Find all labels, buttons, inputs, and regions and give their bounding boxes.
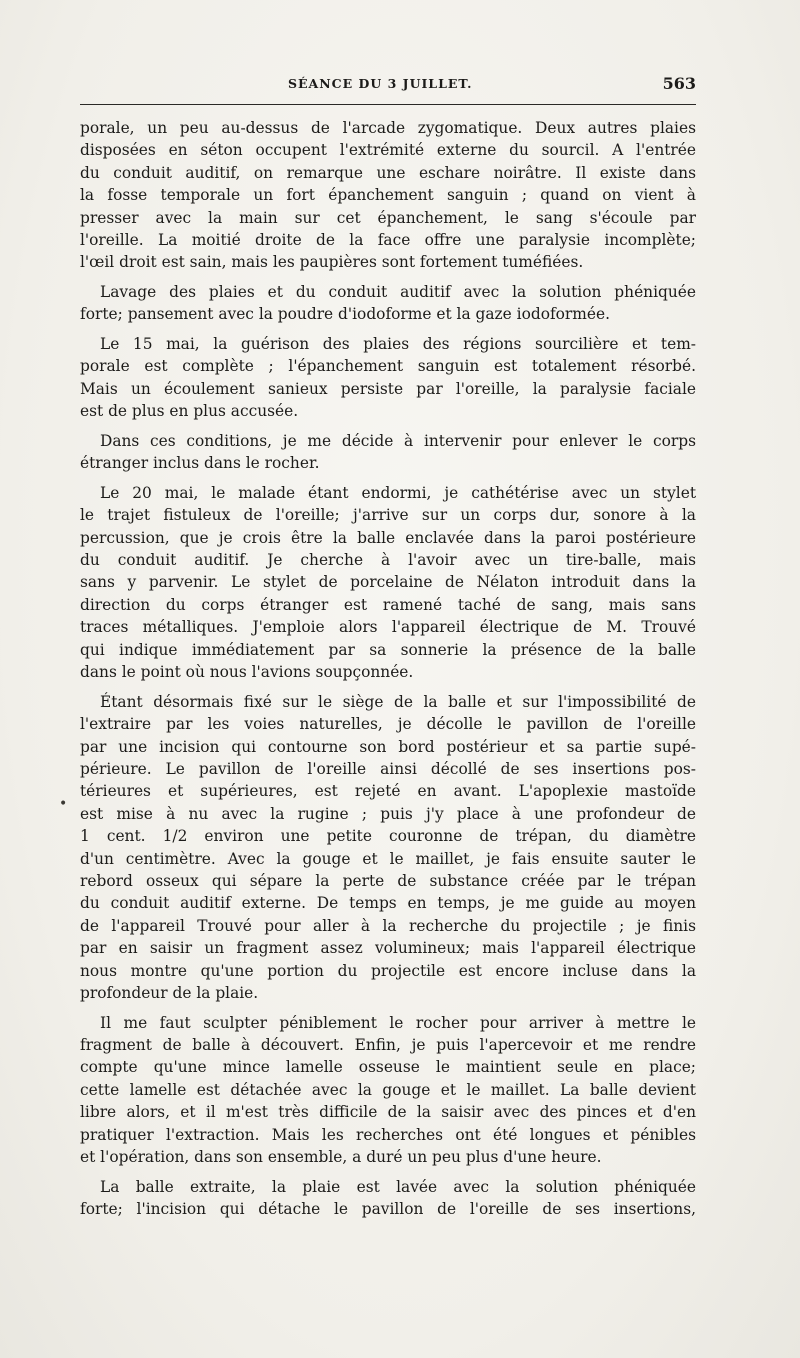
running-title: SÉANCE DU 3 JUILLET. [288, 76, 473, 91]
text-line: le trajet fistuleux de l'oreille; j'arrive sur un corps dur, sonore à la [80, 506, 696, 525]
paragraph-6 [80, 691, 696, 1005]
text-line: Étant désormais fixé sur le siège de la balle et sur l'impossibilité de [100, 692, 696, 711]
text-line: Le 20 mai, le malade étant endormi, je cathétérise avec un stylet [100, 483, 696, 502]
text-line: traces métalliques. J'emploie alors l'appareil électrique de M. Trouvé [80, 618, 696, 637]
paragraph-7 [80, 1012, 696, 1169]
text-line: compte qu'une mince lamelle osseuse le maintient seule en place; [80, 1058, 696, 1077]
text-line: 1 cent. 1/2 environ une petite couronne de trépan, du diamètre [80, 827, 696, 846]
text-line: La balle extraite, la plaie est lavée avec la solution phéniquée [100, 1177, 696, 1196]
text-line: percussion, que je crois être la balle enclavée dans la paroi postérieure [80, 528, 696, 547]
text-line: presser avec la main sur cet épanchement, le sang s'écoule par [80, 208, 696, 227]
text-line: sans y parvenir. Le stylet de porcelaine de Nélaton introduit dans la [80, 573, 696, 592]
text-line: est de plus en plus accusée. [80, 402, 299, 421]
text-line: nous montre qu'une portion du projectile est encore incluse dans la [80, 961, 696, 980]
text-line: périeure. Le pavillon de l'oreille ainsi décollé de ses insertions pos- [80, 759, 696, 778]
paragraph-2 [80, 281, 696, 326]
text-line: Mais un écoulement sanieux persiste par l'oreille, la paralysie faciale [80, 379, 696, 398]
text-line: profondeur de la plaie. [80, 983, 259, 1002]
text-line: et l'opération, dans son ensemble, a duré un peu plus d'une heure. [80, 1148, 602, 1166]
text-line: de l'appareil Trouvé pour aller à la recherche du projectile ; je finis [80, 916, 696, 935]
text-line: dans le point où nous l'avions soupçonnée. [80, 663, 414, 682]
text-line: Il me faut sculpter péniblement le rocher pour arriver à mettre le [100, 1013, 696, 1032]
text-line: porale est complète ; l'épanchement sanguin est totalement résorbé. [80, 357, 696, 376]
text-line: pratiquer l'extraction. Mais les recherches ont été longues et pénibles [80, 1125, 696, 1144]
page-number: 563 [662, 74, 696, 93]
text-line: Le 15 mai, la guérison des plaies des régions sourcilière et tem- [100, 335, 696, 354]
paragraph-5 [80, 482, 696, 684]
text-line: qui indique immédiatement par sa sonnerie la présence de la balle [80, 640, 696, 659]
text-line: porale, un peu au-dessus de l'arcade zygomatique. Deux autres plaies [80, 119, 696, 137]
text-line: l'oreille. La moitié droite de la face offre une paralysie incomplète; [80, 231, 696, 250]
paragraph-4 [80, 430, 696, 475]
text-line: du conduit auditif. Je cherche à l'avoir avec un tire-balle, mais [80, 551, 696, 570]
text-line: par en saisir un fragment assez volumineux; mais l'appareil électrique [80, 939, 696, 958]
text-line: libre alors, et il m'est très difficile de la saisir avec des pinces et d'en [80, 1103, 696, 1122]
text-line: rebord osseux qui sépare la perte de substance créée par le trépan [80, 871, 696, 890]
paragraph-8 [80, 1176, 696, 1221]
text-line: cette lamelle est détachée avec la gouge et le maillet. La balle devient [80, 1080, 696, 1099]
header-rule [80, 104, 696, 105]
text-line: forte; pansement avec la poudre d'iodoforme et la gaze iodoformée. [80, 305, 610, 324]
margin-mark: • [59, 796, 68, 812]
paragraph-1 [80, 117, 696, 274]
text-line: étranger inclus dans le rocher. [80, 454, 320, 473]
text-line: direction du corps étranger est ramené taché de sang, mais sans [80, 595, 696, 614]
text-line: forte; l'incision qui détache le pavillon de l'oreille de ses insertions, [80, 1200, 696, 1218]
text-line: l'extraire par les voies naturelles, je décolle le pavillon de l'oreille [80, 715, 696, 734]
text-line: térieures et supérieures, est rejeté en avant. L'apoplexie mastoïde [80, 782, 696, 801]
paragraph-3 [80, 333, 696, 423]
text-line: Dans ces conditions, je me décide à intervenir pour enlever le corps [100, 431, 696, 450]
text-line: disposées en séton occupent l'extrémité externe du sourcil. A l'entrée [80, 141, 696, 160]
text-line: la fosse temporale un fort épanchement sanguin ; quand on vient à [80, 186, 696, 205]
text-line: est mise à nu avec la rugine ; puis j'y place à une profondeur de [80, 804, 696, 823]
text-line: du conduit auditif externe. De temps en temps, je me guide au moyen [80, 894, 696, 913]
text-line: par une incision qui contourne son bord postérieur et sa partie supé- [80, 737, 696, 756]
text-line: fragment de balle à découvert. Enfin, je puis l'apercevoir et me rendre [80, 1035, 696, 1054]
text-line: du conduit auditif, on remarque une eschare noirâtre. Il existe dans [80, 163, 696, 182]
body-text [80, 117, 696, 1228]
text-line: Lavage des plaies et du conduit auditif avec la solution phéniquée [100, 283, 696, 302]
text-line: d'un centimètre. Avec la gouge et le maillet, je fais ensuite sauter le [80, 849, 696, 868]
running-head [80, 74, 696, 98]
text-line: l'œil droit est sain, mais les paupières sont fortement tuméfiées. [80, 253, 584, 272]
